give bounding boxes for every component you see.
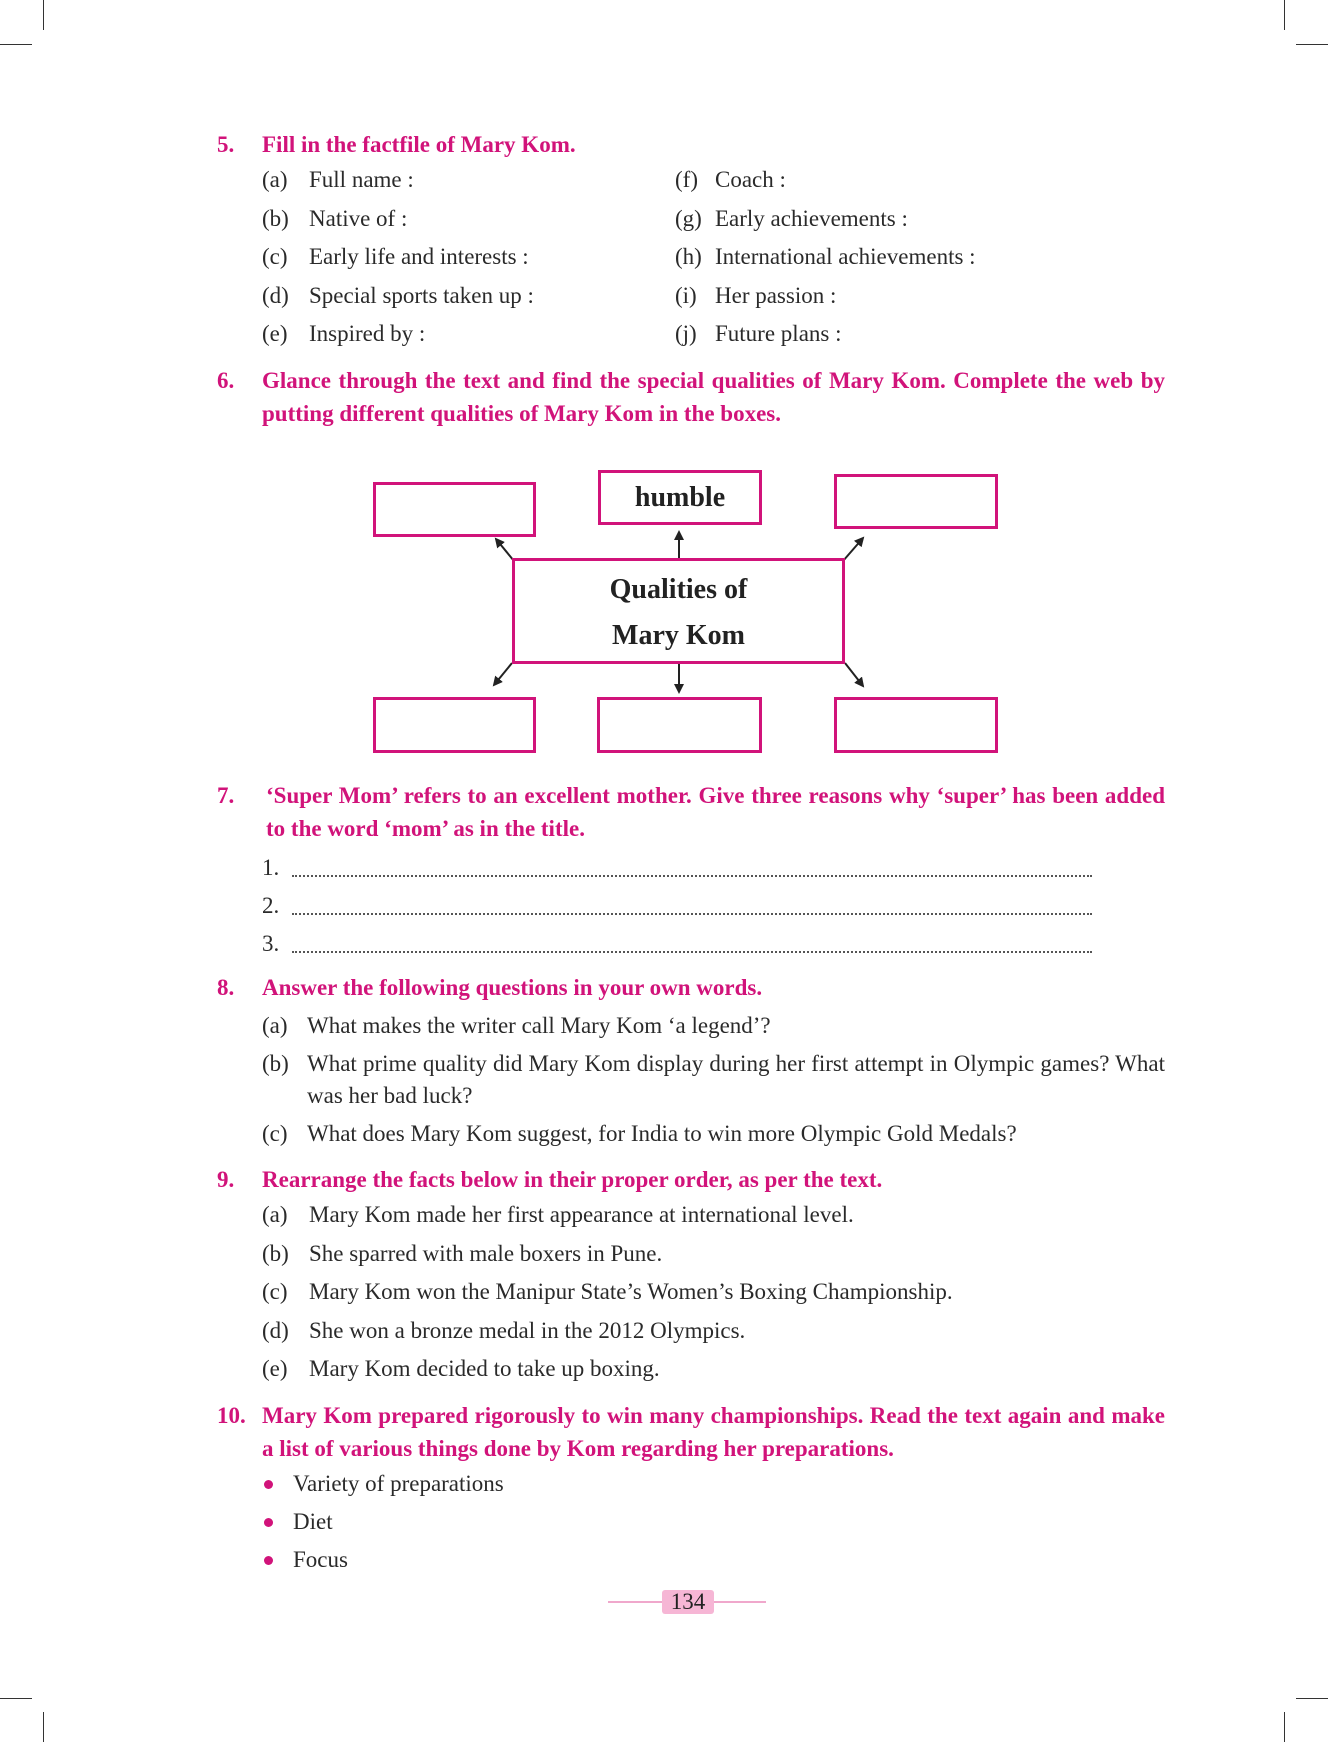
bullet-icon xyxy=(264,1480,273,1489)
question-text: Rearrange the facts below in their proper order, as per the text. xyxy=(262,1167,883,1192)
question-item-a: (a) What makes the writer call Mary Kom ‘a legend’? xyxy=(262,1013,771,1038)
factfile-item-e: (e) Inspired by : xyxy=(262,321,426,346)
quality-humble: humble xyxy=(634,482,726,513)
question-9 xyxy=(217,1163,1165,1389)
arrow-top-right xyxy=(843,538,863,561)
factfile-item-a: (a) Full name : xyxy=(262,167,414,192)
question-5 xyxy=(217,128,1165,356)
list-item: Focus xyxy=(217,1541,1165,1579)
crop-mark xyxy=(1296,1698,1328,1699)
question-number: 6. xyxy=(217,368,235,393)
factfile-item-f: (f) Coach : xyxy=(675,167,786,192)
question-heading xyxy=(217,1163,1165,1196)
question-item-b: (b) What prime quality did Mary Kom display during her first attempt in Olympic games? What was her bad luck? xyxy=(262,1051,1165,1108)
answer-line[interactable]: 3. xyxy=(217,925,1165,963)
quality-box-bottom-center[interactable] xyxy=(597,697,762,753)
arrow-bottom-right xyxy=(845,663,863,686)
question-number: 7. xyxy=(217,783,235,808)
quality-box-top-center[interactable] xyxy=(598,470,762,525)
answer-line[interactable]: 1. xyxy=(217,849,1165,887)
list-item: Variety of preparations xyxy=(217,1465,1165,1503)
question-heading xyxy=(217,364,1165,430)
question-heading xyxy=(217,779,1165,845)
factfile-item-i: (i) Her passion : xyxy=(675,282,837,308)
question-text: Glance through the text and find the special qualities of Mary Kom. Complete the web by putting different qualities of Mary Kom in the boxes. xyxy=(262,368,1165,426)
quality-box-bottom-right[interactable] xyxy=(834,697,998,753)
crop-mark xyxy=(0,44,32,45)
factfile-item-j: (j) Future plans : xyxy=(675,321,842,346)
bullet-icon xyxy=(264,1556,273,1565)
factfile-item-g: (g) Early achievements : xyxy=(675,205,908,231)
crop-mark xyxy=(0,1698,32,1699)
fact-item-e: (e) Mary Kom decided to take up boxing. xyxy=(262,1356,660,1381)
quality-box-top-left[interactable] xyxy=(373,482,536,537)
crop-mark xyxy=(43,1712,44,1742)
question-number: 5. xyxy=(217,132,235,157)
crop-mark xyxy=(1284,0,1285,30)
question-10 xyxy=(217,1399,1165,1579)
quality-box-bottom-left[interactable] xyxy=(373,697,536,753)
center-box-line-2: Mary Kom xyxy=(612,620,745,651)
center-box-line-1: Qualities of xyxy=(609,574,748,605)
quality-box-top-right[interactable] xyxy=(834,474,998,529)
page-number-text: 134 xyxy=(670,1589,706,1614)
fact-item-d: (d) She won a bronze medal in the 2012 Olympics. xyxy=(262,1317,746,1343)
fact-item-b: (b) She sparred with male boxers in Pune. xyxy=(262,1240,663,1266)
question-heading xyxy=(217,971,1165,1004)
bullet-icon xyxy=(264,1518,273,1527)
factfile-item-h: (h) International achievements : xyxy=(675,244,976,269)
fact-item-a: (a) Mary Kom made her first appearance at international level. xyxy=(262,1202,854,1227)
answer-line[interactable]: 2. xyxy=(217,887,1165,925)
question-heading xyxy=(217,1399,1165,1465)
crop-mark xyxy=(1284,1712,1285,1742)
question-text: Mary Kom prepared rigorously to win many championships. Read the text again and make a list of various things done by Kom regarding her preparations. xyxy=(262,1403,1165,1461)
crop-mark xyxy=(43,0,44,30)
crop-mark xyxy=(1296,44,1328,45)
question-number: 9. xyxy=(217,1167,235,1192)
list-item: Diet xyxy=(217,1503,1165,1541)
arrow-bottom-left xyxy=(494,663,512,685)
question-text: Answer the following questions in your own words. xyxy=(262,975,763,1000)
page-number xyxy=(600,1586,780,1618)
factfile-item-c: (c) Early life and interests : xyxy=(262,244,529,269)
question-heading xyxy=(217,128,1165,161)
question-7 xyxy=(217,779,1165,963)
question-item-c: (c) What does Mary Kom suggest, for India to win more Olympic Gold Medals? xyxy=(262,1121,1017,1146)
question-6 xyxy=(217,364,1165,430)
factfile-item-d: (d) Special sports taken up : xyxy=(262,282,534,308)
factfile-item-b: (b) Native of : xyxy=(262,205,408,231)
fact-item-c: (c) Mary Kom won the Manipur State’s Women’s Boxing Championship. xyxy=(262,1279,953,1304)
question-number: 8. xyxy=(217,975,235,1000)
question-text: Fill in the factfile of Mary Kom. xyxy=(262,132,576,157)
question-text: ‘Super Mom’ refers to an excellent mother. Give three reasons why ‘super’ has been added to the word ‘mom’ as in the title. xyxy=(266,783,1165,841)
question-number: 10. xyxy=(217,1403,246,1428)
center-box xyxy=(512,558,845,664)
question-8 xyxy=(217,971,1165,1156)
